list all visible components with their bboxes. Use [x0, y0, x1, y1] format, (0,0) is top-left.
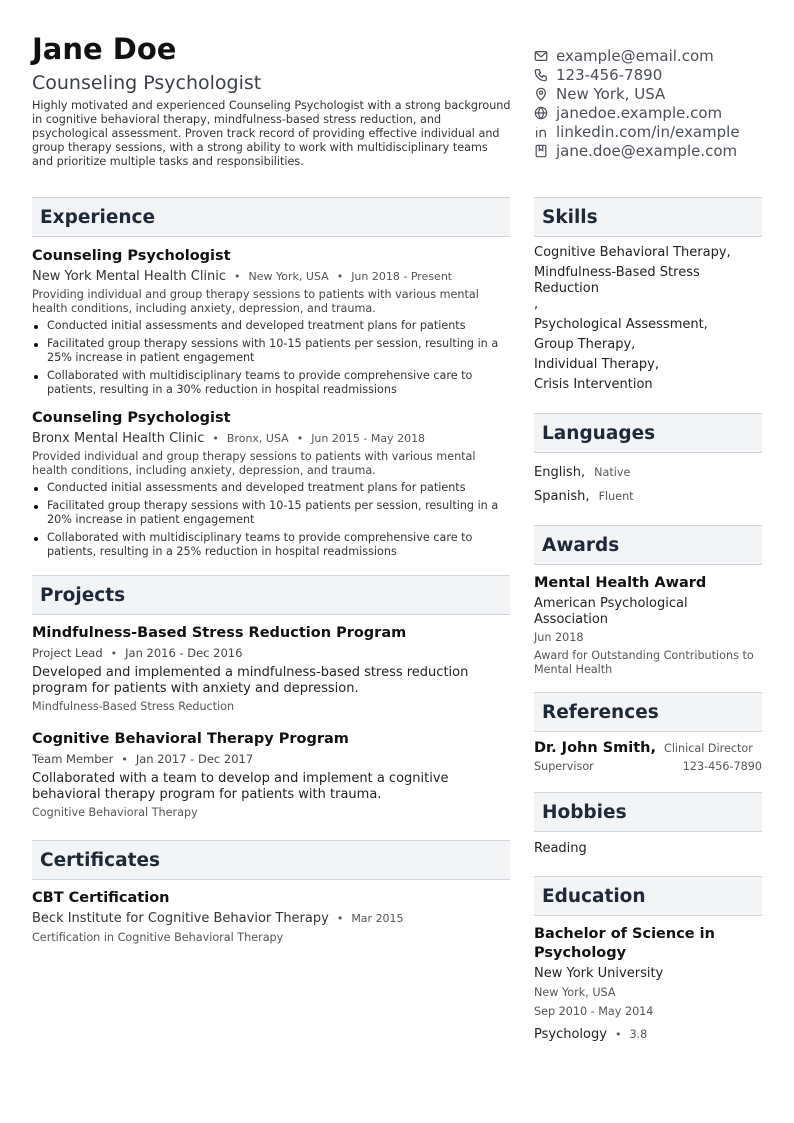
project-description: Developed and implemented a mindfulness-based stress reduction program for patients with anxiety and depression.	[32, 665, 469, 696]
language-name: Spanish,	[534, 489, 590, 504]
project-dates: Jan 2016 - Dec 2016	[125, 646, 243, 660]
job-meta: Bronx Mental Health Clinic • Bronx, USA • Jun 2015 - May 2018	[32, 431, 426, 446]
award-item	[534, 574, 762, 677]
section-heading-education: Education	[534, 876, 762, 916]
certificate-item	[32, 889, 510, 945]
reference-relation: Supervisor	[534, 760, 594, 773]
job-bullet: Facilitated group therapy sessions with 10-15 patients per session, resulting in a 25% increase in patient engagement	[32, 337, 510, 365]
education-field: Psychology	[534, 1027, 607, 1042]
education-degree: Bachelor of Science in Psychology	[534, 926, 715, 961]
contact-linkedin[interactable]	[534, 122, 740, 141]
mail-icon	[534, 49, 548, 63]
globe-icon	[534, 106, 548, 120]
skills-list	[534, 245, 762, 393]
section-heading-experience: Experience	[32, 197, 510, 237]
section-heading-hobbies: Hobbies	[534, 792, 762, 832]
bookmark-icon	[534, 144, 548, 158]
reference-name: Dr. John Smith,	[534, 740, 657, 756]
certificate-issuer: Beck Institute for Cognitive Behavior Therapy	[32, 911, 329, 926]
project-title: Cognitive Behavioral Therapy Program	[32, 731, 349, 747]
skill-item: Psychological Assessment,	[534, 317, 708, 332]
job-dates: Jun 2018 - Present	[351, 270, 453, 283]
job-meta: New York Mental Health Clinic • New York, USA • Jun 2018 - Present	[32, 269, 453, 284]
job-company: Bronx Mental Health Clinic	[32, 431, 205, 446]
contact-phone-text: 123-456-7890	[556, 65, 663, 84]
languages-list	[534, 461, 762, 505]
section-heading-projects: Projects	[32, 575, 510, 615]
skill-item: Individual Therapy,	[534, 357, 660, 372]
award-date: Jun 2018	[534, 631, 584, 644]
skill-item: Group Therapy,	[534, 337, 636, 352]
education-dates: Sep 2010 - May 2014	[534, 1005, 654, 1018]
contact-linkedin-text: linkedin.com/in/example	[556, 122, 740, 141]
linkedin-icon	[534, 125, 548, 139]
certificate-title: CBT Certification	[32, 890, 170, 906]
job-bullet: Collaborated with multidisciplinary teams to provide comprehensive care to patients, resulting in a 25% reduction in hospital readmissions	[32, 531, 510, 559]
project-keyword: Mindfulness-Based Stress Reduction	[32, 700, 235, 713]
project-dates: Jan 2017 - Dec 2017	[135, 752, 254, 766]
section-heading-awards: Awards	[534, 525, 762, 565]
contact-email-secondary-text: jane.doe@example.com	[556, 141, 738, 160]
project-role: Team Member	[32, 752, 114, 766]
project-title: Mindfulness-Based Stress Reduction Program	[32, 625, 407, 641]
contact-list	[534, 46, 740, 160]
education-gpa: 3.8	[629, 1028, 648, 1041]
hobby-item: Reading	[534, 841, 587, 856]
experience-item	[32, 247, 510, 397]
section-heading-certificates: Certificates	[32, 840, 510, 880]
award-title: Mental Health Award	[534, 575, 707, 591]
project-description: Collaborated with a team to develop and implement a cognitive behavioral therapy program for patients with trauma.	[32, 771, 449, 802]
job-bullet: Conducted initial assessments and developed treatment plans for patients	[32, 319, 510, 333]
contact-location-text: New York, USA	[556, 84, 666, 103]
candidate-name: Jane Doe	[32, 32, 177, 66]
certificate-meta: Beck Institute for Cognitive Behavior Therapy • Mar 2015	[32, 911, 404, 926]
skill-item: Cognitive Behavioral Therapy,	[534, 245, 731, 260]
project-keyword: Cognitive Behavioral Therapy	[32, 806, 198, 819]
job-bullet: Conducted initial assessments and developed treatment plans for patients	[32, 481, 510, 495]
job-bullets	[32, 319, 510, 397]
certificate-date: Mar 2015	[351, 912, 404, 925]
certificate-description: Certification in Cognitive Behavioral Therapy	[32, 931, 284, 944]
project-role: Project Lead	[32, 646, 103, 660]
contact-phone[interactable]	[534, 65, 740, 84]
contact-website[interactable]	[534, 103, 740, 122]
language-item	[534, 461, 762, 481]
skill-item: Crisis Intervention	[534, 377, 653, 392]
section-heading-references: References	[534, 692, 762, 732]
job-bullet: Facilitated group therapy sessions with 10-15 patients per session, resulting in a 20% increase in patient engagement	[32, 499, 510, 527]
section-heading-languages: Languages	[534, 413, 762, 453]
job-dates: Jun 2015 - May 2018	[311, 432, 426, 445]
job-location: New York, USA	[248, 270, 329, 283]
main-column	[32, 197, 510, 945]
job-location: Bronx, USA	[226, 432, 289, 445]
job-title: Counseling Psychologist	[32, 410, 231, 426]
language-level: Native	[594, 466, 631, 479]
award-org: American Psychological Association	[534, 596, 688, 627]
contact-email-secondary[interactable]	[534, 141, 740, 160]
education-item: Bachelor of Science in Psychology New York University New York, USA Sep 2010 - May 2014 Psychology • 3.8	[534, 925, 762, 1043]
reference-item	[534, 739, 762, 774]
experience-item	[32, 409, 510, 559]
job-description: Provided individual and group therapy sessions to patients with various mental health conditions, including anxiety, depression, and trauma.	[32, 450, 476, 477]
job-title: Counseling Psychologist	[32, 248, 231, 264]
project-item	[32, 624, 510, 714]
skill-item: Mindfulness-Based Stress Reduction	[534, 265, 700, 296]
profile-summary: Highly motivated and experienced Counseling Psychologist with a strong background in cognitive behavioral therapy, mindfulness-based stress reduction, and psychological assessment. Proven track record of providing effective individual and group therapy sessions, with a strong ability to work with multidisciplinary teams and prioritize multiple tasks and responsibilities.	[32, 99, 511, 168]
side-column	[534, 197, 762, 1043]
job-bullet: Collaborated with multidisciplinary teams to provide comprehensive care to patients, resulting in a 30% reduction in hospital readmissions	[32, 369, 510, 397]
language-level: Fluent	[598, 490, 634, 503]
contact-email[interactable]	[534, 46, 740, 65]
phone-icon	[534, 68, 548, 82]
job-company: New York Mental Health Clinic	[32, 269, 227, 284]
project-meta: Team Member • Jan 2017 - Dec 2017	[32, 752, 254, 766]
skill-item: ,	[534, 297, 539, 312]
project-meta: Project Lead • Jan 2016 - Dec 2016	[32, 646, 243, 660]
reference-phone: 123-456-7890	[682, 760, 762, 773]
job-description: Providing individual and group therapy sessions to patients with various mental health conditions, including anxiety, depression, and trauma.	[32, 288, 479, 315]
education-school: New York University	[534, 966, 664, 981]
award-description: Award for Outstanding Contributions to Mental Health	[534, 649, 754, 676]
candidate-role: Counseling Psychologist	[32, 72, 262, 94]
language-name: English,	[534, 465, 586, 480]
map-pin-icon	[534, 87, 548, 101]
language-item	[534, 485, 762, 505]
section-heading-skills: Skills	[534, 197, 762, 237]
job-bullets	[32, 481, 510, 559]
reference-title: Clinical Director	[664, 742, 753, 755]
contact-website-text: janedoe.example.com	[556, 103, 723, 122]
project-item	[32, 730, 510, 820]
contact-location	[534, 84, 740, 103]
contact-email-text: example@email.com	[556, 46, 714, 65]
education-location: New York, USA	[534, 986, 616, 999]
